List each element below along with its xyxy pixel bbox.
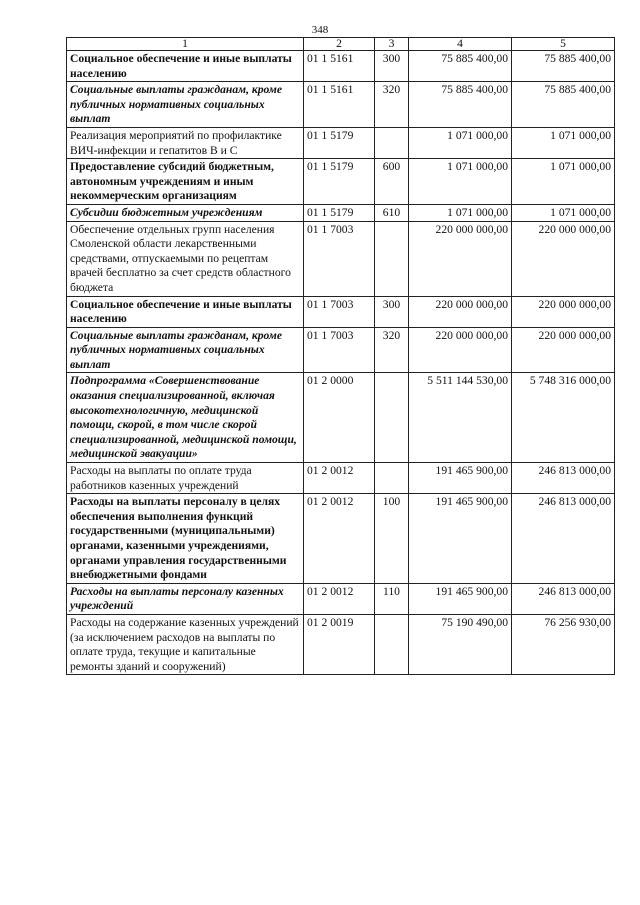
row-value2-cell: 76 256 930,00: [512, 614, 615, 674]
row-name-cell: Субсидии бюджетным учреждениям: [67, 204, 304, 221]
table-row: [67, 327, 615, 373]
row-type-cell: [375, 127, 409, 158]
row-value2-cell: 220 000 000,00: [512, 327, 615, 373]
row-value2-cell: 1 071 000,00: [512, 159, 615, 205]
row-value2-cell: 246 813 000,00: [512, 583, 615, 614]
row-value2-cell: 246 813 000,00: [512, 463, 615, 494]
header-cell-3: 3: [375, 38, 409, 51]
row-type-cell: 600: [375, 159, 409, 205]
header-cell-4: 4: [409, 38, 512, 51]
row-name-cell: Социальное обеспечение и иные выплаты населению: [67, 296, 304, 327]
row-code-cell: 01 1 7003: [304, 221, 375, 296]
row-value2-cell: 75 885 400,00: [512, 51, 615, 82]
row-code-cell: 01 1 5179: [304, 127, 375, 158]
row-name-cell: Обеспечение отдельных групп населения Смоленской области лекарственными средствами, отпускаемыми по рецептам врачей бесплатно за счет средств областного бюджета: [67, 221, 304, 296]
table-row: [67, 127, 615, 158]
row-name-cell: Расходы на выплаты персоналу казенных учреждений: [67, 583, 304, 614]
row-value1-cell: 75 190 490,00: [409, 614, 512, 674]
row-value1-cell: 191 465 900,00: [409, 494, 512, 584]
row-code-cell: 01 1 5161: [304, 82, 375, 128]
row-value1-cell: 75 885 400,00: [409, 51, 512, 82]
row-value1-cell: 5 511 144 530,00: [409, 373, 512, 463]
row-name-cell: Расходы на выплаты персоналу в целях обеспечения выполнения функций государственными (муниципальными) органами, казенными учреждениями, органами управления государственными внебюджетными фондами: [67, 494, 304, 584]
row-value1-cell: 1 071 000,00: [409, 127, 512, 158]
row-code-cell: 01 2 0012: [304, 494, 375, 584]
row-type-cell: 300: [375, 296, 409, 327]
row-type-cell: 610: [375, 204, 409, 221]
header-cell-2: 2: [304, 38, 375, 51]
row-code-cell: 01 2 0012: [304, 583, 375, 614]
row-code-cell: 01 1 5179: [304, 159, 375, 205]
row-value1-cell: 191 465 900,00: [409, 583, 512, 614]
table-row: [67, 221, 615, 296]
row-code-cell: 01 1 5179: [304, 204, 375, 221]
table-row: [67, 494, 615, 584]
page-number: 348: [311, 24, 329, 36]
row-type-cell: [375, 463, 409, 494]
row-value2-cell: 1 071 000,00: [512, 127, 615, 158]
row-name-cell: Предоставление субсидий бюджетным, автономным учреждениям и иным некоммерческим организациям: [67, 159, 304, 205]
row-value2-cell: 5 748 316 000,00: [512, 373, 615, 463]
row-value2-cell: 246 813 000,00: [512, 494, 615, 584]
row-type-cell: 320: [375, 327, 409, 373]
row-type-cell: [375, 614, 409, 674]
row-type-cell: 100: [375, 494, 409, 584]
row-name-cell: Расходы на содержание казенных учреждений (за исключением расходов на выплаты по оплате труда, текущие и капитальные ремонты зданий и сооружений): [67, 614, 304, 674]
row-code-cell: 01 2 0019: [304, 614, 375, 674]
row-value1-cell: 75 885 400,00: [409, 82, 512, 128]
table-row: [67, 614, 615, 674]
row-value2-cell: 220 000 000,00: [512, 221, 615, 296]
row-value2-cell: 75 885 400,00: [512, 82, 615, 128]
row-value1-cell: 220 000 000,00: [409, 327, 512, 373]
row-type-cell: 320: [375, 82, 409, 128]
table-header-row: [67, 38, 615, 51]
row-value1-cell: 220 000 000,00: [409, 296, 512, 327]
row-type-cell: 300: [375, 51, 409, 82]
table-row: [67, 204, 615, 221]
row-value2-cell: 1 071 000,00: [512, 204, 615, 221]
row-name-cell: Расходы на выплаты по оплате труда работников казенных учреждений: [67, 463, 304, 494]
header-cell-5: 5: [512, 38, 615, 51]
row-name-cell: Социальные выплаты гражданам, кроме публичных нормативных социальных выплат: [67, 327, 304, 373]
table-row: [67, 463, 615, 494]
table-row: [67, 583, 615, 614]
table-row: [67, 373, 615, 463]
header-cell-1: 1: [67, 38, 304, 51]
row-value1-cell: 220 000 000,00: [409, 221, 512, 296]
row-type-cell: 110: [375, 583, 409, 614]
row-value2-cell: 220 000 000,00: [512, 296, 615, 327]
row-code-cell: 01 1 5161: [304, 51, 375, 82]
row-name-cell: Подпрограмма «Совершенствование оказания специализированной, включая высокотехнологичную, медицинской помощи, скорой, в том числе скорой специализированной, медицинской помощи, медицинской эвакуации»: [67, 373, 304, 463]
row-value1-cell: 1 071 000,00: [409, 204, 512, 221]
row-code-cell: 01 1 7003: [304, 327, 375, 373]
table-row: [67, 51, 615, 82]
table-row: [67, 296, 615, 327]
row-name-cell: Социальные выплаты гражданам, кроме публичных нормативных социальных выплат: [67, 82, 304, 128]
table-row: [67, 82, 615, 128]
row-name-cell: Реализация мероприятий по профилактике ВИЧ-инфекции и гепатитов В и С: [67, 127, 304, 158]
row-value1-cell: 191 465 900,00: [409, 463, 512, 494]
row-value1-cell: 1 071 000,00: [409, 159, 512, 205]
row-code-cell: 01 2 0000: [304, 373, 375, 463]
row-type-cell: [375, 373, 409, 463]
row-type-cell: [375, 221, 409, 296]
row-name-cell: Социальное обеспечение и иные выплаты населению: [67, 51, 304, 82]
budget-table: [66, 37, 615, 675]
row-code-cell: 01 1 7003: [304, 296, 375, 327]
row-code-cell: 01 2 0012: [304, 463, 375, 494]
table-row: [67, 159, 615, 205]
table-body: [67, 38, 615, 675]
